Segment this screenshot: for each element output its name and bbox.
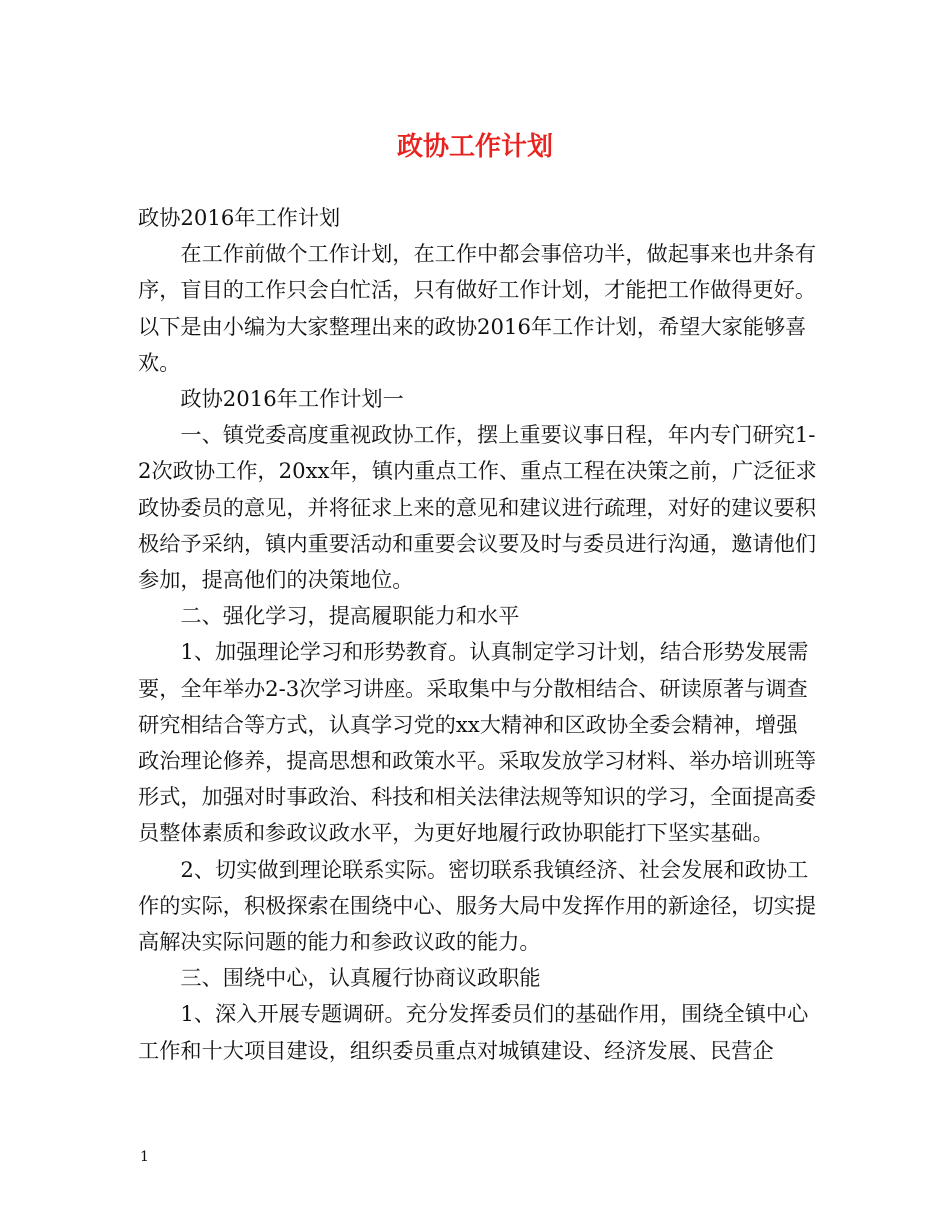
- paragraph: 2、切实做到理论联系实际。密切联系我镇经济、社会发展和政协工作的实际，积极探索在围绕中心、服务大局中发挥作用的新途径，切实提高解决实际问题的能力和参政议政的能力。: [138, 856, 817, 955]
- page-number: 1: [140, 1149, 149, 1165]
- paragraph: 政协2016年工作计划一: [180, 386, 404, 412]
- paragraph: 二、强化学习，提高履职能力和水平: [180, 603, 520, 629]
- paragraph: 在工作前做个工作计划，在工作中都会事倍功半，做起事来也井条有序，盲目的工作只会白忙活，只有做好工作计划，才能把工作做得更好。以下是由小编为大家整理出来的政协2016年工作计划，希望大家能够喜欢。: [138, 241, 817, 375]
- paragraph: 政协2016年工作计划: [138, 205, 341, 230]
- paragraph: 1、深入开展专题调研。充分发挥委员们的基础作用，围绕全镇中心工作和十大项目建设，组织委员重点对城镇建设、经济发展、民营企: [138, 1001, 809, 1063]
- paragraph: 1、加强理论学习和形势教育。认真制定学习计划，结合形势发展需要，全年举办2-3次学习讲座。采取集中与分散相结合、研读原著与调查研究相结合等方式，认真学习党的xx大精神和区政协全委会精神，增强政治理论修养，提高思想和政策水平。采取发放学习材料、举办培训班等形式，加强对时事政治、科技和相关法律法规等知识的学习，全面提高委员整体素质和参政议政水平，为更好地履行政协职能打下坚实基础。: [138, 639, 817, 846]
- document-body: [138, 200, 818, 1069]
- paragraph: 一、镇党委高度重视政协工作，摆上重要议事日程，年内专门研究1-2次政协工作，20xx年，镇内重点工作、重点工程在决策之前，广泛征求政协委员的意见，并将征求上来的意见和建议进行疏理，对好的建议要积极给予采纳，镇内重要活动和重要会议要及时与委员进行沟通，邀请他们参加，提高他们的决策地位。: [138, 422, 817, 593]
- document-title: 政协工作计划: [396, 132, 553, 162]
- paragraph: 三、围绕中心，认真履行协商议政职能: [180, 965, 541, 991]
